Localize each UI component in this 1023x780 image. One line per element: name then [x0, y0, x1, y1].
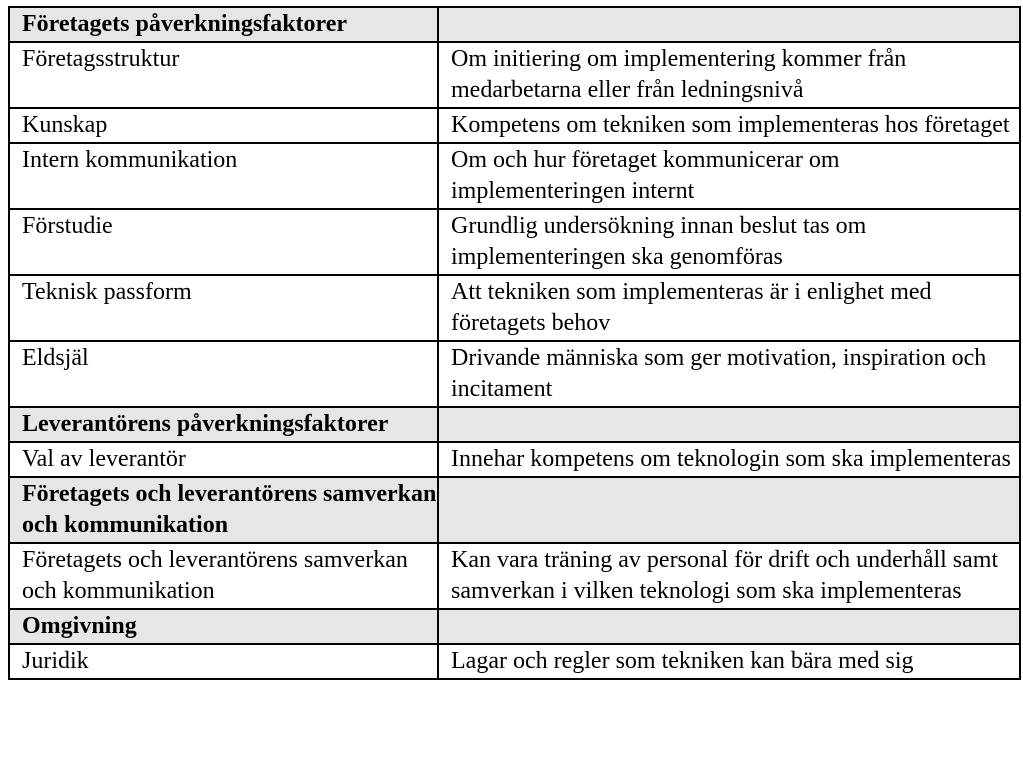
factor-row — [9, 108, 1020, 143]
section-empty-cell — [438, 609, 1020, 644]
section-header-cell: Företagets påverkningsfaktorer — [9, 7, 438, 42]
factor-description-cell: Grundlig undersökning innan beslut tas om implementeringen ska genomföras — [438, 209, 1020, 275]
section-row — [9, 7, 1020, 42]
factor-row — [9, 442, 1020, 477]
factor-name-cell: Företagets och leverantörens samverkan och kommunikation — [9, 543, 438, 609]
section-empty-cell — [438, 7, 1020, 42]
factor-description-cell: Om och hur företaget kommunicerar om implementeringen internt — [438, 143, 1020, 209]
factor-name-cell: Teknisk passform — [9, 275, 438, 341]
factor-row — [9, 341, 1020, 407]
factor-name-cell: Förstudie — [9, 209, 438, 275]
factor-description-cell: Drivande människa som ger motivation, inspiration och incitament — [438, 341, 1020, 407]
factor-name-cell: Eldsjäl — [9, 341, 438, 407]
factor-description-cell: Om initiering om implementering kommer från medarbetarna eller från ledningsnivå — [438, 42, 1020, 108]
factor-description-cell: Att tekniken som implementeras är i enlighet med företagets behov — [438, 275, 1020, 341]
section-header-cell: Leverantörens påverkningsfaktorer — [9, 407, 438, 442]
factor-name-cell: Företagsstruktur — [9, 42, 438, 108]
factor-name-cell: Juridik — [9, 644, 438, 679]
factor-description-cell: Kompetens om tekniken som implementeras hos företaget — [438, 108, 1020, 143]
factor-name-cell: Val av leverantör — [9, 442, 438, 477]
factor-row — [9, 644, 1020, 679]
section-header-cell: Omgivning — [9, 609, 438, 644]
factor-description-cell: Kan vara träning av personal för drift och underhåll samt samverkan i vilken teknologi som ska implementeras — [438, 543, 1020, 609]
factor-row — [9, 209, 1020, 275]
factor-description-cell: Innehar kompetens om teknologin som ska implementeras — [438, 442, 1020, 477]
factor-row — [9, 143, 1020, 209]
section-row — [9, 609, 1020, 644]
section-empty-cell — [438, 407, 1020, 442]
factor-row — [9, 42, 1020, 108]
section-row — [9, 407, 1020, 442]
section-row — [9, 477, 1020, 543]
section-header-cell: Företagets och leverantörens samverkan och kommunikation — [9, 477, 438, 543]
factor-description-cell: Lagar och regler som tekniken kan bära med sig — [438, 644, 1020, 679]
factor-name-cell: Intern kommunikation — [9, 143, 438, 209]
factor-name-cell: Kunskap — [9, 108, 438, 143]
factor-row — [9, 275, 1020, 341]
factors-table-body — [9, 7, 1020, 679]
factors-table — [8, 6, 1021, 680]
section-empty-cell — [438, 477, 1020, 543]
factor-row — [9, 543, 1020, 609]
